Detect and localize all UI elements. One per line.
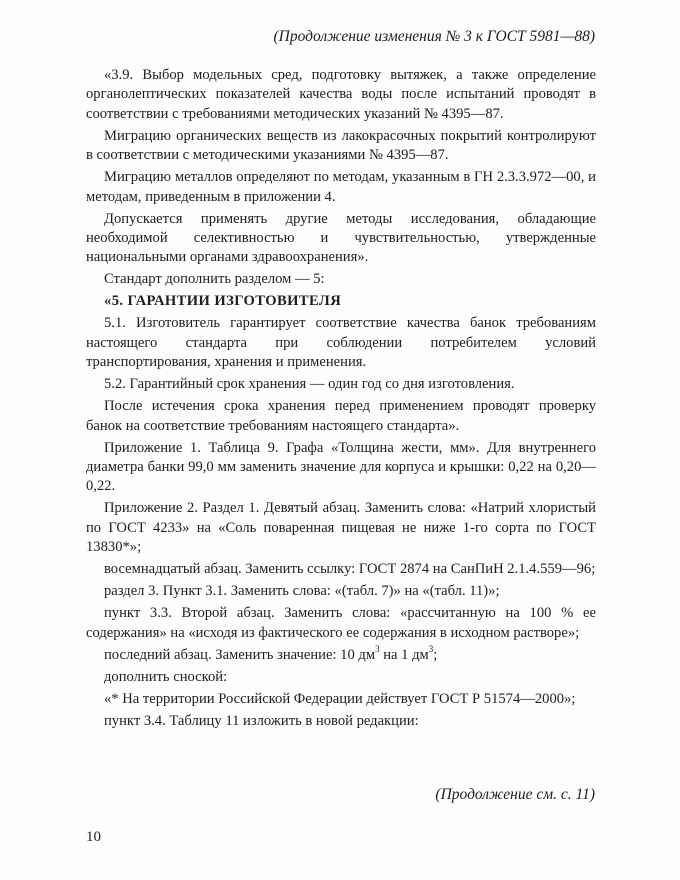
paragraph-migration-organic: Миграцию органических веществ из лакокрасочных покрытий контролируют в соответствии с методическими указаниями № 4395—87. <box>86 127 596 164</box>
section-heading: «5. ГАРАНТИИ ИЗГОТОВИТЕЛЯ <box>104 293 342 310</box>
paragraph-section-3: раздел 3. Пункт 3.1. Заменить слова: «(табл. 7)» на «(табл. 11)»; <box>104 583 500 600</box>
volume-superscript-1: 3 <box>375 643 380 654</box>
volume-text-after: ; <box>433 646 438 663</box>
document-body <box>86 66 596 734</box>
running-header: (Продолжение изменения № 3 к ГОСТ 5981—88) <box>273 28 595 45</box>
paragraph-last-value <box>86 643 596 665</box>
paragraph-footnote-text: «* На территории Российской Федерации действует ГОСТ Р 51574—2000»; <box>104 690 576 707</box>
paragraph-3-4: пункт 3.4. Таблицу 11 изложить в новой редакции: <box>104 712 419 729</box>
paragraph-eighteenth: восемнадцатый абзац. Заменить ссылку: ГОСТ 2874 на СанПиН 2.1.4.559—96; <box>104 561 596 578</box>
paragraph-appendix-1: Приложение 1. Таблица 9. Графа «Толщина жести, мм». Для внутреннего диаметра банки 99,0 мм заменить значение для корпуса и крышки: 0,22 на 0,20—0,22. <box>86 439 596 495</box>
volume-superscript-2: 3 <box>428 643 434 654</box>
paragraph-3-9: «3.9. Выбор модельных сред, подготовку вытяжек, а также определение органолептических показателей качества воды после испытаний проводят в соответствии с требованиями методических указаний № 4395—87. <box>86 67 596 122</box>
paragraph-migration-metals: Миграцию металлов определяют по методам, указанным в ГН 2.3.3.972—00, и методам, приведенным в приложении 4. <box>86 169 596 205</box>
volume-text-middle: на 1 дм <box>379 646 429 663</box>
paragraph-add-section: Стандарт дополнить разделом — 5: <box>104 271 325 288</box>
paragraph-appendix-2: Приложение 2. Раздел 1. Девятый абзац. Заменить слова: «Натрий хлористый по ГОСТ 4233» на «Соль поваренная пищевая не ниже 1-го сорта по ГОСТ 13830*»; <box>86 500 596 556</box>
page-number: 10 <box>86 829 101 845</box>
paragraph-5-1: 5.1. Изготовитель гарантирует соответствие качества банок требованиям настоящего стандарта при соблюдении потребителем условий транспортирования, хранения и применения. <box>86 315 596 371</box>
volume-text-before: последний абзац. Заменить значение: 10 дм <box>104 646 376 663</box>
paragraph-other-methods: Допускается применять другие методы исследования, обладающие необходимой селективностью и чувствительностью, утвержденные национальными органами здравоохранения». <box>86 210 596 266</box>
paragraph-3-3: пункт 3.3. Второй абзац. Заменить слова: «рассчитанную на 100 % ее содержания» на «исходя из фактического ее содержания в исходном растворе»; <box>86 605 596 641</box>
paragraph-after-storage: После истечения срока хранения перед применением проводят проверку банок на соответствие требованиям настоящего стандарта». <box>86 398 596 434</box>
continuation-note: (Продолжение см. с. 11) <box>435 786 595 803</box>
paragraph-add-footnote: дополнить сноской: <box>104 668 228 685</box>
paragraph-5-2: 5.2. Гарантийный срок хранения — один год со дня изготовления. <box>104 376 515 393</box>
